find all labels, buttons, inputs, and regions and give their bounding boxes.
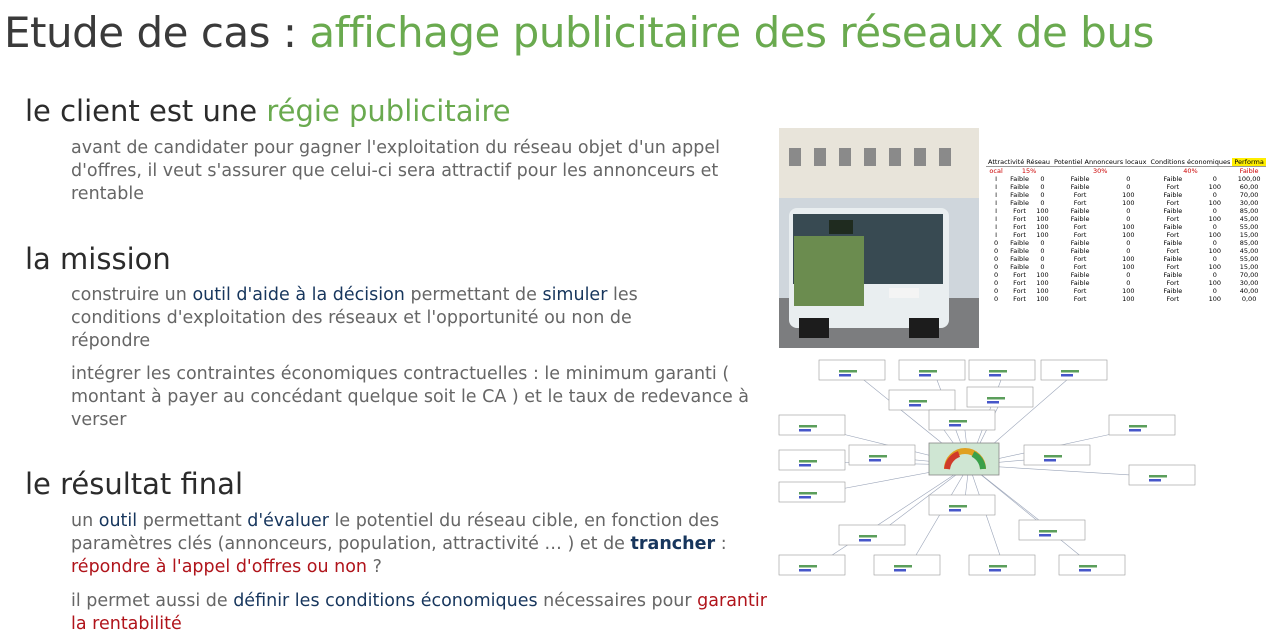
table-cell: 100 <box>1208 263 1222 271</box>
table-cell: 70,00 <box>1239 191 1259 199</box>
table-cell: Fort <box>1166 215 1180 223</box>
table-cell: 55,00 <box>1239 255 1259 263</box>
table-cell: 100 <box>1208 247 1222 255</box>
node-bar <box>839 370 857 373</box>
gauge-box <box>929 443 999 475</box>
edge-line <box>969 465 1094 567</box>
table-cell: 0 <box>1212 191 1217 199</box>
table-cell: Faible <box>1070 207 1090 215</box>
table-row <box>986 263 1266 271</box>
slide-title-prefix: Etude de cas : <box>4 8 310 57</box>
table-cell: 100 <box>1122 223 1135 231</box>
table-cell: 0 <box>994 263 999 271</box>
table-cell: Faible <box>1163 207 1183 215</box>
node-bar <box>1149 475 1167 478</box>
node-bar <box>949 509 961 512</box>
text-run: répondre à l'appel d'offres ou non <box>71 557 368 577</box>
table-cell: Fort <box>1073 263 1087 271</box>
table-cell: I <box>995 215 998 223</box>
table-cell: Fort <box>1166 199 1180 207</box>
text-run: un <box>71 511 99 531</box>
table-cell: 0 <box>994 239 999 247</box>
table-header: Conditions économiques <box>1150 158 1231 166</box>
table-cell: 70,00 <box>1239 271 1259 279</box>
table-cell: Fort <box>1013 279 1026 287</box>
table-row <box>986 295 1266 303</box>
table-cell: 0 <box>1040 263 1045 271</box>
table-cell: 60,00 <box>1239 183 1259 191</box>
table-cell: 0 <box>1040 191 1045 199</box>
table-row <box>986 191 1266 199</box>
performance-table <box>986 158 1266 303</box>
text-run: garantir la rentabilité <box>71 591 767 634</box>
node-bar <box>989 565 1007 568</box>
table-row <box>986 199 1266 207</box>
table-cell: Faible <box>1070 271 1090 279</box>
table-cell: 0 <box>1040 247 1045 255</box>
table-cell: Fort <box>1073 199 1087 207</box>
table-cell: 0 <box>1126 279 1131 287</box>
table-cell: Faible <box>1010 183 1029 191</box>
table-cell: 0 <box>1126 239 1131 247</box>
table-row <box>986 287 1266 295</box>
table-header: Performa <box>1234 158 1264 166</box>
node-bar <box>1039 534 1051 537</box>
node-bar <box>839 374 851 377</box>
table-cell: 100 <box>1122 191 1135 199</box>
edge-line <box>814 465 969 567</box>
table-cell: Fort <box>1013 223 1026 231</box>
table-cell: 0 <box>1212 223 1217 231</box>
table-cell: 0 <box>1126 271 1131 279</box>
mission-heading: la mission <box>25 242 171 276</box>
text-run: simuler <box>542 285 608 305</box>
node-bar <box>919 374 931 377</box>
table-cell: 0 <box>1040 239 1045 247</box>
table-row <box>986 231 1266 239</box>
node-bar <box>987 397 1005 400</box>
text-run: permettant de <box>404 285 543 305</box>
table-cell: 100 <box>1122 287 1135 295</box>
table-cell: 0 <box>1212 255 1217 263</box>
node-bar <box>909 400 927 403</box>
table-cell: Fort <box>1073 287 1087 295</box>
table-cell: Fort <box>1073 191 1087 199</box>
table-cell: Faible <box>1010 247 1029 255</box>
text-run: outil d'aide à la décision <box>192 285 405 305</box>
table-cell: 40,00 <box>1239 287 1259 295</box>
table-cell: 0 <box>994 295 999 303</box>
table-cell: 0 <box>994 287 999 295</box>
node-bar <box>949 420 967 423</box>
table-pct: 30% <box>1093 167 1108 175</box>
table-cell: I <box>995 183 998 191</box>
text-run: construire un <box>71 285 193 305</box>
table-cell: I <box>995 191 998 199</box>
client-heading <box>25 94 511 128</box>
table-cell: 0 <box>1126 207 1131 215</box>
edge-line <box>969 465 1004 567</box>
node-bar <box>1079 565 1097 568</box>
node-bar <box>989 569 1001 572</box>
table-cell: Faible <box>1070 175 1090 183</box>
client-heading-prefix: le client est une <box>25 94 267 128</box>
table-cell: Fort <box>1013 271 1026 279</box>
table-cell: 100 <box>1036 271 1049 279</box>
table-cell: 100 <box>1208 199 1222 207</box>
node-bar <box>989 374 1001 377</box>
table-cell: Fort <box>1166 183 1180 191</box>
table-cell: 100 <box>1036 215 1049 223</box>
table-header: Attractivité Réseau <box>988 158 1050 166</box>
node-bar <box>949 424 961 427</box>
table-cell: Faible <box>1070 279 1090 287</box>
node-bar <box>799 492 817 495</box>
table-cell: 100 <box>1208 231 1222 239</box>
mission-paragraph-2: intégrer les contraintes économiques contractuelles : le minimum garanti ( montant à payer au concédant quelque soit le CA ) et le taux de redevance à verser <box>71 364 749 430</box>
client-text: avant de candidater pour gagner l'exploitation du réseau objet d'un appel d'offres, il veut s'assurer que celui-ci sera attractif pour les annonceurs et rentable <box>71 138 721 204</box>
node-bar <box>799 425 817 428</box>
table-cell: I <box>995 207 998 215</box>
table-cell: Fort <box>1013 231 1026 239</box>
client-heading-highlight: régie publicitaire <box>266 94 511 128</box>
node-bar <box>987 401 999 404</box>
table-row <box>986 223 1266 231</box>
table-row <box>986 207 1266 215</box>
text-run: le potentiel du réseau cible, en fonction des paramètres clés (annonceurs, population, attractivité … ) et de <box>71 511 720 554</box>
text-run: les conditions d'exploitation des réseaux et l'opportunité ou non de répondre <box>71 285 638 351</box>
node-bar <box>869 459 881 462</box>
table-cell: Faible <box>1010 255 1029 263</box>
table-cell: 0 <box>1212 207 1217 215</box>
node-bar <box>1044 459 1056 462</box>
table-cell: 0 <box>1126 175 1131 183</box>
node-bar <box>1039 530 1057 533</box>
table-cell: I <box>995 223 998 231</box>
node-bar <box>949 505 967 508</box>
table-cell: 85,00 <box>1239 239 1259 247</box>
table-cell: 100 <box>1122 199 1135 207</box>
node-bar <box>1061 374 1073 377</box>
table-cell: Faible <box>1010 263 1029 271</box>
table-cell: Fort <box>1166 247 1180 255</box>
node-bar <box>1061 370 1079 373</box>
table-cell: 85,00 <box>1239 207 1259 215</box>
table-cell: Fort <box>1073 223 1087 231</box>
table-row <box>986 247 1266 255</box>
table-cell: 0 <box>1212 287 1217 295</box>
bayesian-network-drawing <box>779 355 1189 575</box>
table-cell: 0 <box>994 247 999 255</box>
table-cell: Faible <box>1010 239 1029 247</box>
table-cell: Faible <box>1070 247 1090 255</box>
table-cell: 0 <box>1212 175 1217 183</box>
table-cell: 0 <box>1040 183 1045 191</box>
slide-title <box>4 8 1154 57</box>
table-cell: 0 <box>1126 183 1131 191</box>
table-cell: 100 <box>1036 231 1049 239</box>
table-cell: 100 <box>1036 223 1049 231</box>
table-cell: Faible <box>1163 175 1183 183</box>
table-cell: Fort <box>1013 287 1026 295</box>
table-cell: Fort <box>1166 279 1180 287</box>
table-cell: 100 <box>1036 279 1049 287</box>
table-cell: 100 <box>1122 231 1135 239</box>
table-cell: Fort <box>1073 231 1087 239</box>
table-cell: I <box>995 175 998 183</box>
table-cell: 0 <box>1040 255 1045 263</box>
table-cell: I <box>995 231 998 239</box>
table-cell: 0 <box>1126 215 1131 223</box>
result-paragraph-1 <box>71 510 751 579</box>
table-cell: Fort <box>1013 295 1026 303</box>
table-cell: 100 <box>1036 287 1049 295</box>
table-row <box>986 175 1266 183</box>
table-cell: 100 <box>1036 295 1049 303</box>
table-pct: 15% <box>1021 167 1037 175</box>
table-row <box>986 279 1266 287</box>
table-cell: Faible <box>1010 199 1029 207</box>
table-cell: Faible <box>1010 191 1029 199</box>
table-subheader: ocal <box>989 167 1003 175</box>
table-cell: 0 <box>1040 175 1045 183</box>
node-bar <box>799 569 811 572</box>
table-cell: 30,00 <box>1239 199 1259 207</box>
table-row <box>986 215 1266 223</box>
result-paragraph-2 <box>71 590 771 636</box>
table-header: Potentiel Annonceurs locaux <box>1054 158 1147 166</box>
table-cell: 100 <box>1208 183 1222 191</box>
text-run: trancher <box>630 534 716 554</box>
table-cell: 100 <box>1208 279 1222 287</box>
node-bar <box>1044 455 1062 458</box>
table-body <box>986 175 1266 303</box>
text-run: définir les conditions économiques <box>233 591 538 611</box>
table-cell: Fort <box>1073 295 1087 303</box>
table-cell: 30,00 <box>1239 279 1259 287</box>
table-row <box>986 271 1266 279</box>
node-bar <box>799 460 817 463</box>
table-cell: 0 <box>994 279 999 287</box>
table-cell: 55,00 <box>1239 223 1259 231</box>
table-cell: Faible <box>1163 223 1183 231</box>
node-bar <box>894 565 912 568</box>
table-cell: 0 <box>1212 239 1217 247</box>
table-cell: 100 <box>1122 295 1135 303</box>
node-bar <box>894 569 906 572</box>
node-bar <box>799 464 811 467</box>
table-cell: 100 <box>1122 263 1135 271</box>
table-cell: Faible <box>1163 287 1183 295</box>
table-cell: 100 <box>1208 295 1222 303</box>
table-pct: Faible <box>1239 167 1259 175</box>
node-bar <box>799 496 811 499</box>
text-run: d'évaluer <box>247 511 329 531</box>
table-cell: Fort <box>1166 295 1180 303</box>
text-run: ? <box>367 557 382 577</box>
text-run: : <box>715 534 727 554</box>
node-bar <box>909 404 921 407</box>
table-row <box>986 239 1266 247</box>
text-run: outil <box>98 511 138 531</box>
node-bar <box>1079 569 1091 572</box>
table-cell: 45,00 <box>1239 247 1259 255</box>
node-bar <box>859 535 877 538</box>
slide-title-highlight: affichage publicitaire des réseaux de bus <box>309 8 1154 57</box>
node-bar <box>919 370 937 373</box>
node-bar <box>1129 429 1141 432</box>
bayesian-network-image <box>779 355 1189 575</box>
table-cell: 0 <box>1126 247 1131 255</box>
table-cell: Faible <box>1163 239 1183 247</box>
table-cell: I <box>995 199 998 207</box>
table-cell: Fort <box>1166 263 1180 271</box>
table-cell: Faible <box>1070 183 1090 191</box>
mission-paragraph-1 <box>71 284 711 353</box>
performance-table-image <box>986 158 1264 318</box>
table-row <box>986 255 1266 263</box>
table-cell: 100,00 <box>1237 175 1261 183</box>
text-run: nécessaires pour <box>537 591 698 611</box>
node-bar <box>869 455 887 458</box>
node-bar <box>1149 479 1161 482</box>
table-cell: Faible <box>1163 255 1183 263</box>
table-cell: 0 <box>1040 199 1045 207</box>
table-cell: Fort <box>1013 207 1026 215</box>
node-bar <box>799 429 811 432</box>
table-cell: 45,00 <box>1239 215 1259 223</box>
table-cell: 100 <box>1208 215 1222 223</box>
bus-photo <box>779 128 979 348</box>
bus-photo-drawing <box>779 128 979 348</box>
table-row <box>986 183 1266 191</box>
table-cell: 100 <box>1036 207 1049 215</box>
table-cell: Faible <box>1163 191 1183 199</box>
table-cell: Faible <box>1070 239 1090 247</box>
table-cell: 0 <box>994 255 999 263</box>
node-bar <box>859 539 871 542</box>
table-cell: 0 <box>994 271 999 279</box>
table-pct: 40% <box>1183 167 1198 175</box>
node-bar <box>989 370 1007 373</box>
table-cell: 15,00 <box>1239 231 1259 239</box>
text-run: il permet aussi de <box>71 591 234 611</box>
table-cell: Faible <box>1163 271 1183 279</box>
table-cell: 100 <box>1122 255 1135 263</box>
node-bar <box>799 565 817 568</box>
table-cell: Fort <box>1166 231 1180 239</box>
result-heading: le résultat final <box>25 467 243 501</box>
node-bar <box>1129 425 1147 428</box>
text-run: permettant <box>137 511 248 531</box>
table-cell: 15,00 <box>1239 263 1259 271</box>
table-cell: Faible <box>1070 215 1090 223</box>
table-cell: 0 <box>1212 271 1217 279</box>
table-cell: Fort <box>1013 215 1026 223</box>
table-cell: Faible <box>1010 175 1029 183</box>
table-cell: Fort <box>1073 255 1087 263</box>
table-cell: 0,00 <box>1241 295 1257 303</box>
edge-line <box>909 465 969 567</box>
